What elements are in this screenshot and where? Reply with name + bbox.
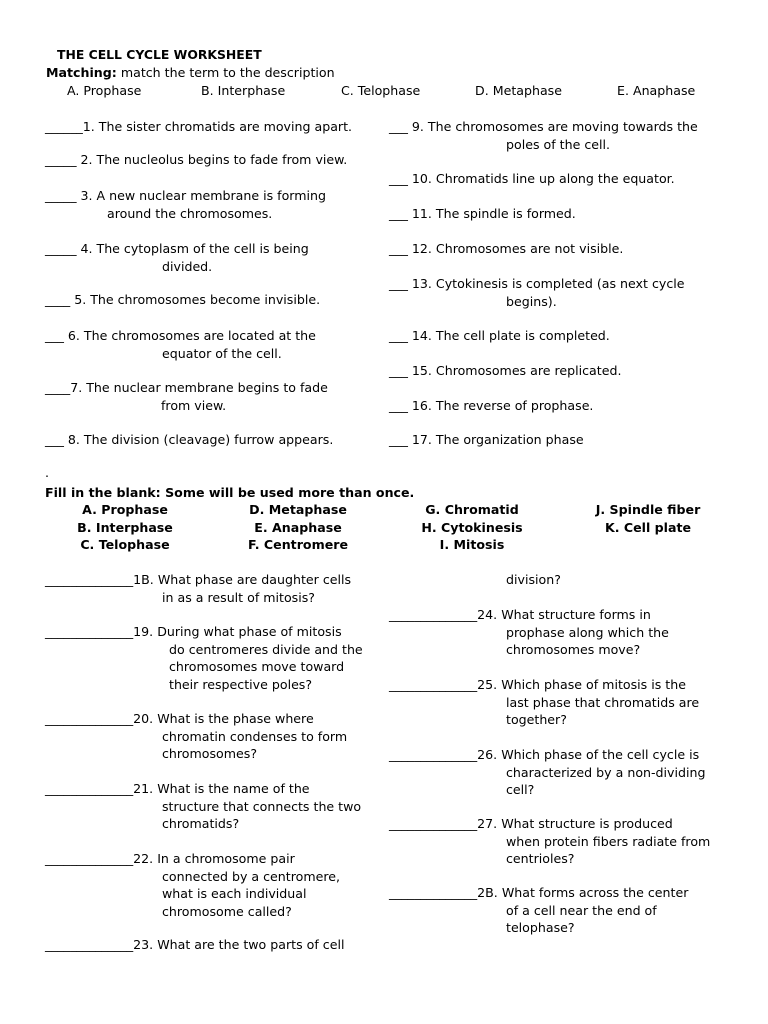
answer-blank[interactable]: ______________ [389, 747, 478, 762]
matching-instruction-text: match the term to the description [116, 65, 335, 80]
question-text: 21. What is the name of the [133, 781, 310, 796]
matching-question-4 [45, 240, 309, 275]
answer-blank[interactable]: ___ [389, 432, 408, 447]
question-text-line: poles of the cell. [506, 136, 610, 152]
answer-blank[interactable]: ___ [389, 241, 408, 256]
question-23-continuation: division? [506, 572, 561, 587]
question-text-line: begins). [506, 293, 557, 309]
question-text: 1. The sister chromatids are moving apart. [82, 119, 353, 134]
question-text-line: do centromeres divide and the [169, 641, 363, 657]
question-text: 23. What are the two parts of cell [133, 937, 345, 952]
answer-blank[interactable]: _____ [45, 188, 77, 203]
word-bank-column-3 [412, 501, 532, 554]
matching-question-5 [45, 291, 320, 309]
question-text: 14. The cell plate is completed. [407, 328, 610, 343]
word-bank-column-1 [75, 501, 175, 554]
question-text-line: cell? [506, 782, 535, 797]
question-text: 13. Cytokinesis is completed (as next cycle [407, 276, 685, 291]
question-text: 24. What structure forms in [477, 607, 651, 622]
fill-question-26 [389, 746, 705, 799]
question-text: 12. Chromosomes are not visible. [407, 241, 624, 256]
matching-question-9 [389, 118, 698, 153]
word-bank-item: G. Chromatid [425, 502, 519, 517]
question-text-line: chromosome called? [162, 903, 292, 919]
question-text: 20. What is the phase where [133, 711, 314, 726]
matching-question-12 [389, 240, 623, 258]
matching-question-8 [45, 431, 333, 449]
answer-blank[interactable]: ___ [45, 432, 64, 447]
word-bank-item: H. Cytokinesis [421, 519, 523, 535]
question-text-line: chromatin condenses to form [162, 728, 348, 744]
stray-dot: . [45, 465, 50, 480]
word-bank-item: I. Mitosis [439, 537, 505, 552]
word-bank-item: A. Prophase [82, 502, 168, 517]
word-bank-item: D. Metaphase [249, 502, 347, 517]
fill-question-19 [45, 623, 363, 693]
answer-blank[interactable]: ______________ [45, 937, 134, 952]
question-text-line: from view. [161, 397, 227, 413]
answer-blank[interactable]: ______________ [389, 677, 478, 692]
option-b: B. Interphase [201, 83, 286, 98]
answer-blank[interactable]: ___ [389, 119, 408, 134]
matching-question-17 [389, 431, 584, 449]
answer-blank[interactable]: ______________ [389, 607, 478, 622]
question-text-line: characterized by a non-dividing [506, 764, 706, 780]
answer-blank[interactable]: ______ [45, 119, 83, 134]
word-bank-item: K. Cell plate [604, 519, 692, 535]
word-bank-item: F. Centromere [248, 537, 348, 552]
answer-blank[interactable]: ______________ [45, 624, 134, 639]
answer-blank[interactable]: ______________ [45, 851, 134, 866]
fill-in-heading: Fill in the blank: Some will be used more than once. [45, 485, 415, 500]
fill-question-18 [45, 571, 351, 606]
question-text: 25. Which phase of mitosis is the [477, 677, 686, 692]
answer-blank[interactable]: ______________ [389, 885, 478, 900]
question-text: 11. The spindle is formed. [407, 206, 576, 221]
question-text: 3. A new nuclear membrane is forming [76, 188, 326, 203]
answer-blank[interactable]: ______________ [45, 711, 134, 726]
question-text: 19. During what phase of mitosis [133, 624, 342, 639]
question-text-line: around the chromosomes. [107, 205, 273, 221]
answer-blank[interactable]: ______________ [45, 572, 134, 587]
matching-question-3 [45, 187, 326, 222]
question-text: 6. The chromosomes are located at the [63, 328, 316, 343]
fill-question-25 [389, 676, 699, 729]
question-text-line: prophase along which the [506, 624, 669, 640]
question-text: 26. Which phase of the cell cycle is [477, 747, 700, 762]
question-text: 1B. What phase are daughter cells [133, 572, 352, 587]
word-bank-item: C. Telophase [80, 537, 170, 552]
question-text-line: their respective poles? [169, 676, 313, 692]
answer-blank[interactable]: _____ [45, 241, 77, 256]
matching-question-7 [45, 379, 328, 414]
question-text: 2. The nucleolus begins to fade from view. [76, 152, 348, 167]
word-bank-item: J. Spindle fiber [595, 502, 701, 517]
answer-blank[interactable]: ______________ [389, 816, 478, 831]
question-text: 4. The cytoplasm of the cell is being [76, 241, 309, 256]
answer-blank[interactable]: _____ [45, 152, 77, 167]
fill-question-20 [45, 710, 347, 763]
question-text-line: together? [506, 712, 567, 727]
matching-instruction [46, 64, 335, 82]
answer-blank[interactable]: ___ [389, 276, 408, 291]
answer-blank[interactable]: ___ [45, 328, 64, 343]
question-text: 9. The chromosomes are moving towards the [407, 119, 698, 134]
option-d: D. Metaphase [475, 83, 562, 98]
matching-question-16 [389, 397, 593, 415]
matching-question-2 [45, 151, 347, 169]
question-text: 16. The reverse of prophase. [407, 398, 594, 413]
word-bank-item: E. Anaphase [254, 519, 342, 535]
matching-question-14 [389, 327, 610, 345]
question-text-line: equator of the cell. [162, 345, 282, 361]
question-text-line: connected by a centromere, [162, 868, 340, 884]
option-a: A. Prophase [67, 83, 142, 98]
word-bank-item: B. Interphase [77, 519, 173, 535]
fill-question-27 [389, 815, 710, 868]
question-text: 17. The organization phase [407, 432, 584, 447]
question-text-line: centrioles? [506, 851, 575, 866]
question-text: 5. The chromosomes become invisible. [70, 292, 321, 307]
question-text-line: in as a result of mitosis? [162, 589, 315, 605]
fill-question-23 [45, 936, 344, 954]
answer-blank[interactable]: ___ [389, 398, 408, 413]
question-text-line: when protein fibers radiate from [506, 833, 711, 849]
answer-blank[interactable]: ____ [45, 380, 71, 395]
question-text: 8. The division (cleavage) furrow appears. [63, 432, 334, 447]
fill-question-21 [45, 780, 361, 833]
fill-question-24 [389, 606, 669, 659]
option-e: E. Anaphase [617, 83, 696, 98]
worksheet-title: THE CELL CYCLE WORKSHEET [57, 47, 262, 62]
matching-label: Matching: [46, 65, 117, 80]
matching-question-15 [389, 362, 621, 380]
question-text-line: last phase that chromatids are [506, 694, 700, 710]
answer-blank[interactable]: ___ [389, 363, 408, 378]
question-text-line: what is each individual [162, 886, 307, 901]
question-text-line: chromosomes move toward [169, 659, 345, 674]
word-bank-column-2 [238, 501, 358, 554]
question-text-line: chromosomes? [162, 746, 258, 761]
question-text-line: divided. [162, 258, 213, 274]
question-text-line: telophase? [506, 920, 575, 935]
question-text: 2B. What forms across the center [477, 885, 689, 900]
question-text-line: chromatids? [162, 816, 240, 831]
matching-question-13 [389, 275, 685, 310]
answer-blank[interactable]: ____ [45, 292, 71, 307]
question-text: 7. The nuclear membrane begins to fade [70, 380, 328, 395]
question-text: 22. In a chromosome pair [133, 851, 295, 866]
matching-question-6 [45, 327, 316, 362]
word-bank-column-4 [584, 501, 712, 536]
answer-blank[interactable]: ___ [389, 206, 408, 221]
answer-blank[interactable]: ___ [389, 171, 408, 186]
question-text-line: of a cell near the end of [506, 902, 657, 918]
matching-question-11 [389, 205, 576, 223]
question-text-line: structure that connects the two [162, 798, 362, 814]
question-text: 15. Chromosomes are replicated. [407, 363, 622, 378]
matching-question-10 [389, 170, 675, 188]
question-text: 10. Chromatids line up along the equator. [407, 171, 675, 186]
question-text-line: chromosomes move? [506, 642, 641, 657]
matching-question-1 [45, 118, 352, 136]
question-text: 27. What structure is produced [477, 816, 673, 831]
fill-question-22 [45, 850, 340, 920]
answer-blank[interactable]: ______________ [45, 781, 134, 796]
option-c: C. Telophase [341, 83, 421, 98]
fill-question-28 [389, 884, 688, 937]
answer-blank[interactable]: ___ [389, 328, 408, 343]
